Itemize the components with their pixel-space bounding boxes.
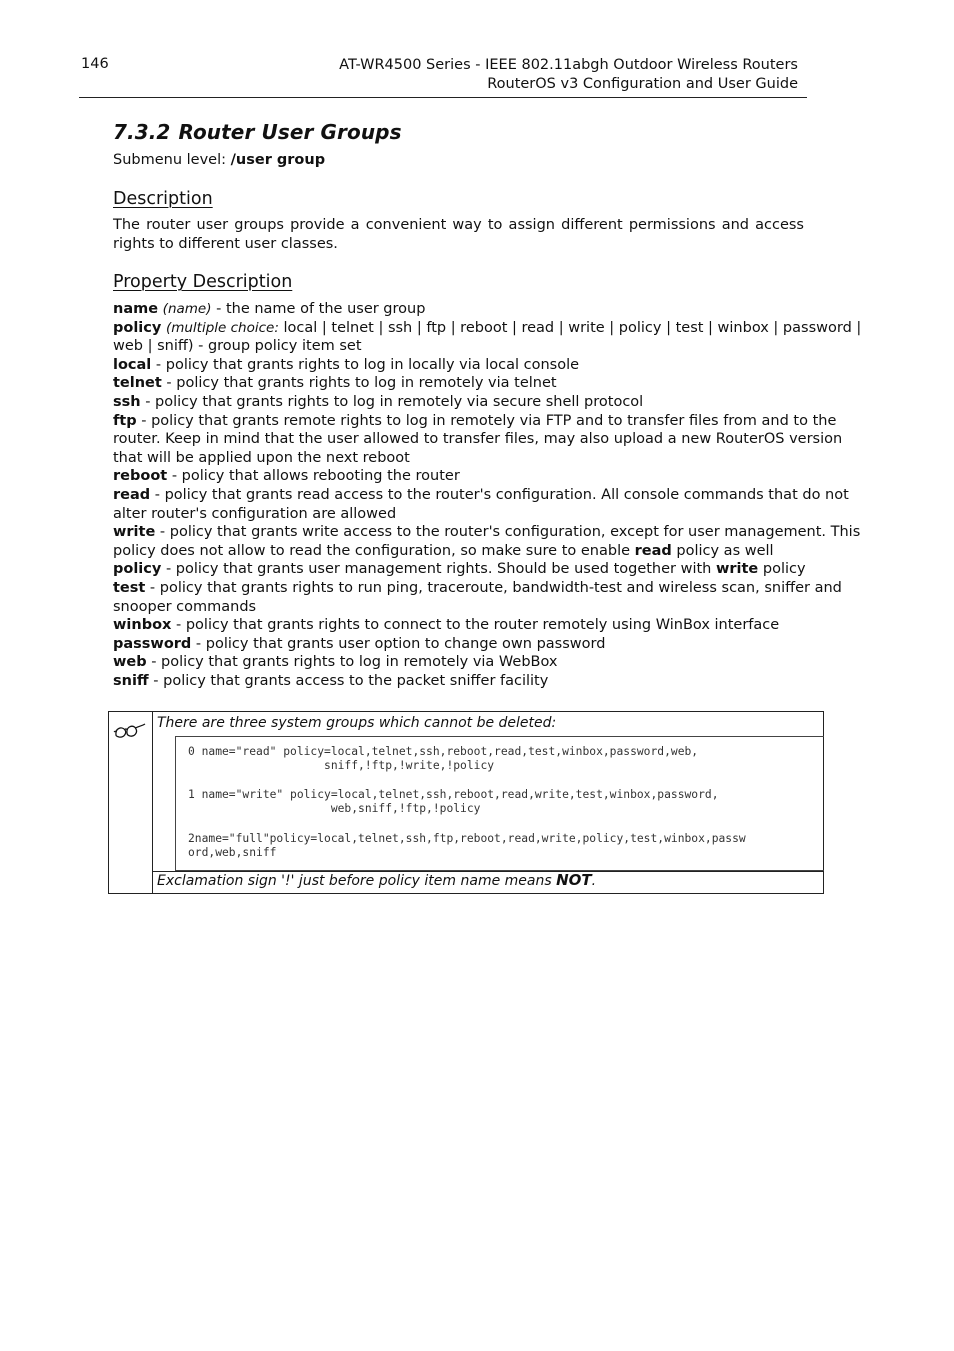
note-glasses-icon-svg [113,719,147,741]
property-name: read [113,486,151,503]
code-line: ord,web,sniff [188,846,277,859]
property-line [113,653,803,672]
property-type: (multiple choice: [165,319,279,336]
submenu-level [113,152,325,168]
running-header-line-2: RouterOS v3 Configuration and User Guide [487,76,798,92]
property-text: policy as well [671,542,774,559]
running-header [339,56,798,94]
header-rule [79,97,807,98]
property-text: alter router's configuration are allowed [113,505,397,522]
section-title [113,120,402,144]
property-text: - policy that grants rights to connect to the router remotely using WinBox interface [171,617,780,634]
property-text: - policy that grants user management rights. Should be used together with [161,561,716,578]
property-line [113,542,803,561]
property-line [113,356,803,375]
property-text: - policy that grants rights to log in remotely via WebBox [146,654,558,671]
code-line: 1 name="write" policy=local,telnet,ssh,reboot,read,write,test,winbox,password, [188,788,719,801]
property-text: - policy that grants read access to the router's configuration. All console commands that do not [150,486,849,503]
property-text: - policy that grants rights to run ping, traceroute, bandwidth-test and wireless scan, sniffer and [145,579,842,596]
property-line [113,523,861,542]
code-block-write [188,788,719,816]
property-name: web [113,654,147,671]
property-line [113,430,843,449]
property-text: - policy that grants remote rights to log in remotely via FTP and to transfer files from and to the [136,412,837,429]
code-line: 2name="full"policy=local,telnet,ssh,ftp,reboot,read,write,policy,test,winbox,passw [188,832,746,845]
submenu-value: /user group [230,152,326,168]
description-heading: Description [113,189,213,209]
property-text: snooper commands [113,598,257,615]
property-text: - policy that grants user option to change own password [191,635,606,652]
property-line [113,616,803,635]
property-name: write [113,524,156,541]
property-line [113,412,837,431]
property-name: local [113,356,152,373]
property-line [113,579,842,598]
code-block-full [188,832,746,860]
property-text: web | sniff) - group policy item set [113,338,362,355]
property-text: - policy that grants access to the packet sniffer facility [148,672,549,689]
property-text: - policy that grants rights to log in remotely via secure shell protocol [140,393,644,410]
property-name: telnet [113,375,162,392]
property-line [113,449,803,468]
property-list [113,300,862,690]
property-line [113,467,803,486]
property-line [113,300,803,319]
property-text: policy does not allow to read the configuration, so make sure to enable [113,542,635,559]
section-number: 7.3.2 [113,120,171,144]
property-line [113,319,862,338]
code-line: 0 name="read" policy=local,telnet,ssh,reboot,read,test,winbox,password,web, [188,745,699,758]
property-text: - policy that grants rights to log in remotely via telnet [161,375,557,392]
property-line [113,374,803,393]
note-footer [157,871,596,889]
property-name: ssh [113,393,141,410]
code-line: sniff,!ftp,!write,!policy [188,759,495,772]
property-line [113,505,803,524]
property-name: password [113,635,192,652]
property-description-heading: Property Description [113,272,293,292]
property-text: - the name of the user group [211,301,426,317]
note-footer-bold: NOT [556,871,592,889]
section-title-text: Router User Groups [178,120,402,144]
property-text: - policy that allows rebooting the router [167,468,460,485]
property-name: name [113,301,159,317]
note-footer-prefix: Exclamation sign '!' just before policy item name means [157,873,557,889]
property-ref: write [715,561,759,578]
property-text: policy [758,561,806,578]
code-block-read [188,745,698,773]
note-footer-suffix: . [591,873,597,889]
property-line [113,635,803,654]
note-heading: There are three system groups which cannot be deleted: [157,715,557,731]
property-name: test [113,579,146,596]
property-text: - policy that grants rights to log in locally via local console [151,356,580,373]
code-line: web,sniff,!ftp,!policy [188,802,481,815]
note-glasses-icon [113,719,147,741]
note-divider [152,711,153,894]
property-line [113,672,803,691]
property-line [113,486,849,505]
page-number: 146 [81,56,109,72]
property-line [113,337,803,356]
property-text: local | telnet | ssh | ftp | reboot | read | write | policy | test | winbox | password | [278,319,862,336]
property-text: that will be applied upon the next reboot [113,449,410,466]
property-text: router. Keep in mind that the user allowed to transfer files, may also upload a new RouterOS version [113,431,843,448]
property-name: reboot [113,468,168,485]
property-ref: read [634,542,672,559]
property-type: (name) [162,301,212,317]
description-text: The router user groups provide a convenient way to assign different permissions and access rights to different user classes. [113,217,804,252]
property-name: winbox [113,617,172,634]
property-name: policy [113,319,162,336]
property-line [113,598,803,617]
property-name: sniff [113,672,149,689]
property-line [113,560,806,579]
property-name: ftp [113,412,137,429]
property-line [113,393,803,412]
submenu-label: Submenu level: [113,152,231,168]
property-name: policy [113,561,162,578]
property-text: - policy that grants write access to the router's configuration, except for user management. This [155,524,861,541]
running-header-line-1: AT-WR4500 Series - IEEE 802.11abgh Outdoor Wireless Routers [339,57,798,73]
